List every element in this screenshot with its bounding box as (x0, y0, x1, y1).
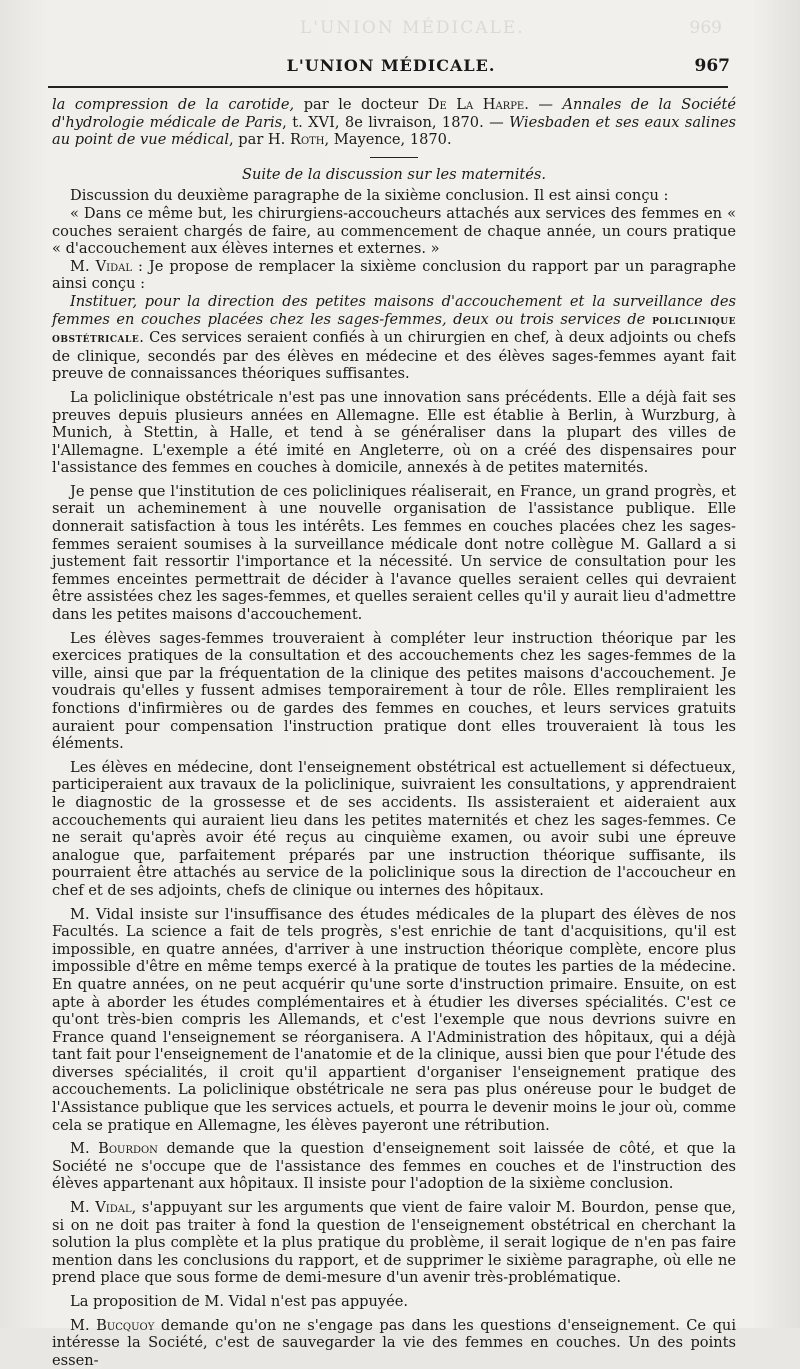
paragraph-1: Discussion du deuxième paragraphe de la sixième conclusion. Il est ainsi conçu : (70, 187, 669, 205)
ref-text-2: . — (524, 96, 563, 113)
paragraph-3 (52, 258, 736, 293)
ref-author-2: Roth (289, 131, 325, 149)
section-divider (370, 157, 418, 158)
page-number: 967 (694, 56, 730, 76)
ref-text-1: par le docteur (294, 96, 428, 113)
paragraph-12: La proposition de M. Vidal n'est pas appuyée. (70, 1293, 409, 1310)
running-head: L'UNION MÉDICALE. (286, 56, 496, 75)
paragraph-13 (52, 1317, 736, 1369)
paragraph-10 (52, 1140, 736, 1193)
article-body (52, 96, 736, 1369)
speaker-name: M. Vidal (70, 1199, 132, 1217)
paragraph-13-text: demande qu'on ne s'engage pas dans les questions d'enseignement. Ce qui intéresse la Société, c'est de sauvegarder la vie des femmes en couches. Un des points essen- (52, 1316, 737, 1369)
bleed-through-text: L'UNION MÉDICALE. (300, 18, 525, 38)
ref-author-1: De La Harpe (427, 96, 525, 113)
paragraph-3-text: : Je propose de remplacer la sixième conclusion du rapport par un paragraphe ainsi conçu : (52, 257, 736, 293)
paragraph-8: Les élèves en médecine, dont l'enseignement obstétrical est actuellement si défectueux, participeraient aux travaux de la policlinique, suivraient les consultations, y apprendraient le diagnostic de la grossesse et de ses accidents. Ils assisteraient et aideraient aux accouchements qui auraient lieu dans les petites maternités et chez les sages-femmes. Ce ne serait qu'après avoir été reçus au cinquième examen, ou avoir subi une épreuve analogue que, parfaitement préparés par une instruction théorique suffisante, ils pourraient être attachés au service de la policlinique sous la direction de l'accoucheur en chef et de ses adjoints, chefs de clinique ou internes des hôpitaux. (52, 758, 736, 899)
page-header (46, 56, 736, 82)
speaker-name: M. Bourdon (70, 1140, 158, 1158)
paragraph-4 (52, 293, 736, 383)
paragraph-4-text: . Ces services seraient confiés à un chirurgien en chef, à deux adjoints ou chefs de clinique, secondés par des élèves en médecine et des élèves sages-femmes ayant fait preuve de connaissances théoriques suffisantes. (52, 329, 736, 383)
ref-text-5: , Mayence, 1870. (324, 131, 452, 149)
bleed-through-number: 969 (689, 18, 722, 38)
ref-title-2: Wiesbaden et ses eaux salines au point de vue médical (52, 113, 736, 149)
ref-title-1: la compression de la carotide, (52, 96, 295, 113)
paragraph-11 (52, 1199, 736, 1287)
speaker-name: M. Bucquoy (70, 1316, 155, 1334)
section-title: Suite de la discussion sur les maternités. (241, 165, 547, 183)
proposal-italic: Instituer, pour la direction des petites maisons d'accouchement et la surveillance des femmes en couches placées chez les sages-femmes, deux ou trois services de (52, 292, 736, 328)
paragraph-5: La policlinique obstétricale n'est pas une innovation sans précédents. Elle a déjà fait ses preuves depuis plusieurs années en Allemagne. Elle est établie à Berlin, à Wurzburg, à Munich, à Stettin, à Halle, et tend à se généraliser dans la plupart des villes de l'Allemagne. L'exemple a été imité en Angleterre, où on a créé des dispensaires pour l'assistance des femmes en couches à domicile, annexés à de petites maternités. (52, 388, 736, 477)
proposal-bold: policlinique obstétricale (52, 312, 736, 347)
paragraph-6: Je pense que l'institution de ces policliniques réaliserait, en France, un grand progrès, et serait un acheminement à une nouvelle organisation de l'assistance publique. Elle donnerait satisfaction à tous les intérêts. Les femmes en couches placées chez les sages-femmes seraient soumises à la surveillance médicale dont notre collègue M. Gallard a si justement fait ressortir l'importance et la nécessité. Un service de consultation pour les femmes enceintes permettrait de décider à l'avance quelles seraient celles qui devraient être assistées chez les sages-femmes, et quelles seraient celles qu'il y aurait lieu d'admettre dans les petites maisons d'accouchement. (52, 482, 736, 624)
paragraph-2: « Dans ce même but, les chirurgiens-accoucheurs attachés aux services des femmes en « couches seraient chargés de faire, au commencement de chaque année, un cours pratique « d'accouchement aux élèves internes et externes. » (52, 204, 736, 258)
paragraph-10-text: demande que la question d'enseignement soit laissée de côté, et que la Société ne s'occupe que de l'assistance des femmes en couches et de l'instruction des élèves appartenant aux hôpitaux. Il insiste pour l'adoption de la sixième conclusion. (52, 1140, 736, 1193)
paragraph-9: M. Vidal insiste sur l'insuffisance des études médicales de la plupart des élèves de nos Facultés. La science a fait de tels progrès, s'est enrichie de tant d'acquisitions, qu'il est impossible, en quatre années, d'arriver à une instruction théorique complète, encore plus impossible d'être en même temps exercé à la pratique de toutes les parties de la médecine. En quatre années, on ne peut acquérir qu'une sorte d'instruction primaire. Ensuite, on est apte à aborder les études complémentaires et à étudier les diverses spécialités. C'est ce qu'ont très-bien compris les Allemands, et c'est l'exemple que nous devrions suivre en France quand l'enseignement se réorganisera. A l'Administration des hôpitaux, qui a déjà tant fait pour l'enseignement de l'anatomie et de la clinique, aussi bien que pour l'étude des diverses spécialités, il croit qu'il appartient d'organiser l'enseignement pratique des accouchements. La policlinique obstétricale ne sera pas plus onéreuse pour le budget de l'Assistance publique que les services actuels, et pourra le devenir moins le jour où, comme cela se pratique en Allemagne, les élèves payeront une rétribution. (52, 905, 736, 1134)
ref-journal: Annales de la Société d'hydrologie médicale de Paris (52, 96, 737, 131)
paragraph-7: Les élèves sages-femmes trouveraient à compléter leur instruction théorique par les exercices pratiques de la consultation et des accouchements chez les sages-femmes de la ville, ainsi que par la fréquentation de la clinique des petites maisons d'accouchement. Je voudrais qu'elles y fussent admises temporairement à tour de rôle. Elles rempliraient les fonctions d'infirmières ou de gardes des femmes en couches, et leurs services gratuits auraient pour compensation l'instruction pratique dont elles trouveraient là tous les éléments. (52, 629, 736, 753)
speaker-name: M. Vidal (70, 257, 132, 275)
ref-text-4: , par H. (229, 131, 290, 149)
bibliographic-reference (52, 96, 736, 149)
paragraph-11-text: , s'appuyant sur les arguments que vient de faire valoir M. Bourdon, pense que, si on ne doit pas traiter à fond la question de l'enseignement obstétrical en cherchant la solution la plus complète et la plus pratique du problème, il serait logique de n'en pas faire mention dans les conclusions du rapport, et de supprimer le sixième paragraphe, où elle ne prend place que sous forme de demi-mesure d'un avenir très-problématique. (52, 1199, 736, 1287)
ref-text-3: , t. XVI, 8e livraison, 1870. — (282, 113, 510, 131)
header-rule (48, 86, 728, 88)
